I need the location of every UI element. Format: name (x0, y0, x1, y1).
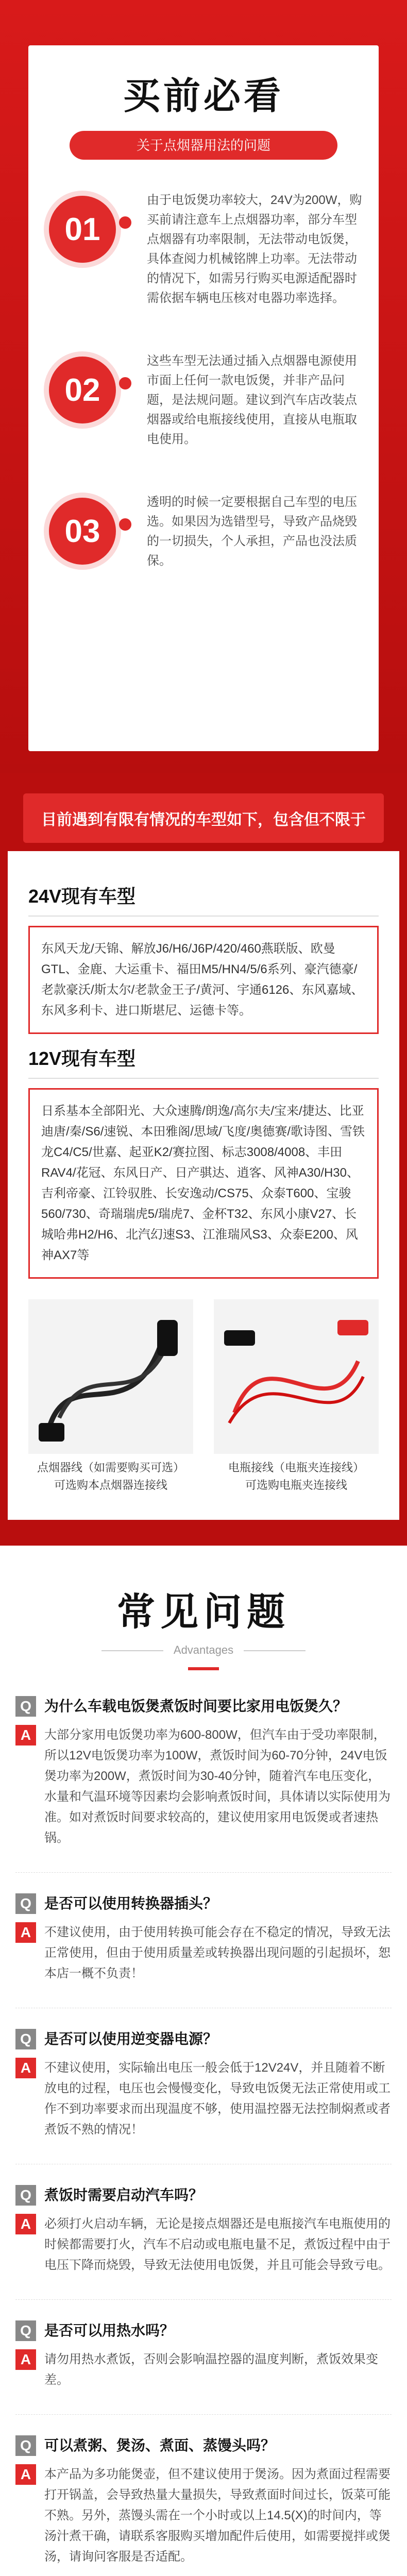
vehicle-body (8, 851, 399, 1520)
answer-icon: A (15, 1725, 36, 1745)
divider (15, 1872, 392, 1873)
answer-icon: A (15, 1922, 36, 1943)
buy-notice-section (0, 0, 407, 773)
tip-text: 由于电饭煲功率较大，24V为200W，购买前请注意车上点烟器功率，部分车型点烟器有功率限制，无法带动电饭煲，具体查阅力机械铭牌上功率。无法带动的情况下，如需另行购买电源适配器时需依据车辆电压核对电器功率选择。 (147, 193, 362, 305)
faq-item (15, 2320, 392, 2391)
v12-list: 日系基本全部阳光、大众速腾/朗逸/高尔夫/宝来/捷达、比亚迪唐/秦/S6/速锐、本田雅阁/思域/飞度/奥德赛/歌诗图、雪铁龙C4/C5/世嘉、起亚K2/赛拉图、标志3008/4008、丰田RAV4/花冠、东风日产、日产骐达、逍客、风神A30/H30、吉利帝豪、江铃驭胜、长安逸动/CS75、众泰T600、宝骏560/730、奇瑞瑞虎5/瑞虎7、金杯T32、东风小康V27、长城哈弗H2/H6、北汽幻速S3、江淮瑞风S3、众泰E200、风神AX7等 (28, 1088, 379, 1279)
faq-answer: 大部分家用电饭煲功率为600-800W，但汽车由于受功率限制，所以12V电饭煲功率为100W，煮饭时间为60-70分钟，24V电饭煲功率为200W，煮饭时间为30-40分钟，随着汽车电压变化，水量和气温环境等因素均会影响煮饭时间，具体请以实际使用为准。如对煮饭时间要求较高的，建议使用家用电饭煲或者速热锅。 (44, 1728, 391, 1845)
faq-item (15, 1696, 392, 1849)
faq-title: 常见问题 (117, 1590, 290, 1633)
section-subtitle: 关于点烟器用法的问题 (70, 131, 337, 160)
divider (15, 2414, 392, 2415)
v24-heading: 24V现有车型 (28, 882, 379, 917)
answer-icon: A (15, 2464, 36, 2485)
faq-answer: 本产品为多功能煲壶，但不建议使用于煲汤。因为煮面过程需要打开锅盖，会导致热量大量损失，导致煮面时间过长，饭菜可能不熟。另外，蒸馒头需在一个小时或以上14.5(X)的时间内，等汤汁煮干确，请联系客服购买增加配件后使用，如需要搅拌或煲汤，请询问客服是否适配。 (44, 2467, 391, 2564)
tip-item (44, 351, 363, 449)
faq-answer: 不建议使用，实际输出电压一般会低于12V24V，并且随着不断放电的过程，电压也会慢慢变化，导致电饭煲无法正常使用或工作不到功率要求而出现温度不够，使用温控器无法控制焖煮或者煮饭不熟的情况！ (44, 2061, 391, 2137)
question-icon: Q (15, 1696, 36, 1717)
answer-icon: A (15, 2058, 36, 2078)
answer-icon: A (15, 2349, 36, 2370)
product-caption: 点烟器线（如需要购买可选） 可选购本点烟器连接线 (37, 1461, 184, 1492)
faq-question: 是否可以使用逆变器电源？ (44, 2031, 218, 2047)
faq-answer: 不建议使用，由于使用转换可能会存在不稳定的情况，导致无法正常使用，但由于使用质量差或转换器出现问题的引起损坏，恕本店一概不负责！ (44, 1925, 391, 1980)
question-icon: Q (15, 2185, 36, 2206)
question-icon: Q (15, 2029, 36, 2049)
cigarette-lighter-cable-image (28, 1299, 193, 1454)
faq-subtitle: Advantages (0, 1643, 407, 1657)
tip-number-badge: 02 (44, 351, 121, 429)
question-icon: Q (15, 2320, 36, 2341)
vehicle-types-section (0, 773, 407, 1546)
faq-section (0, 1546, 407, 2576)
battery-clamp-cable-image (214, 1299, 379, 1454)
tip-number-badge: 01 (44, 191, 121, 268)
tip-item (44, 493, 363, 571)
tip-item (44, 191, 363, 308)
product-card[interactable] (214, 1299, 379, 1494)
faq-item (15, 1893, 392, 1984)
faq-item (15, 2185, 392, 2276)
v24-list: 东风天龙/天锦、解放J6/H6/J6P/420/460燕联版、欧曼GTL、金鹿、大运重卡、福田M5/HN4/5/6系列、豪汽德豪/老款豪沃/斯太尔/老款金王子/黄河、宇通6126、东风嘉域、东风多利卡、进口斯堪尼、运德卡等。 (28, 926, 379, 1034)
faq-item (15, 2029, 392, 2140)
page-title: 买前必看 (123, 76, 284, 117)
faq-question: 是否可以用热水吗？ (44, 2323, 175, 2338)
answer-icon: A (15, 2214, 36, 2234)
v12-heading: 12V现有车型 (28, 1044, 379, 1079)
faq-answer: 请勿用热水煮饭，否则会影响温控器的温度判断，煮饭效果变差。 (44, 2352, 378, 2387)
faq-divider (188, 1667, 219, 1670)
tip-number-badge: 03 (44, 493, 121, 570)
faq-item (15, 2435, 392, 2567)
vehicle-banner: 目前遇到有限有情况的车型如下，包含但不限于 (23, 793, 384, 843)
tip-text: 这些车型无法通过插入点烟器电源使用市面上任何一款电饭煲，并非产品问题，是法规问题。建议到汽车店改装点烟器或给电瓶接线使用，直接从电瓶取电使用。 (147, 354, 357, 446)
product-caption: 电瓶接线（电瓶夹连接线） 可选购电瓶夹连接线 (228, 1461, 364, 1492)
tips-list (44, 191, 363, 571)
question-icon: Q (15, 2435, 36, 2456)
tip-text: 透明的时候一定要根据自己车型的电压选。如果因为选错型号，导致产品烧毁的一切损失，个人承担，产品也没法质保。 (147, 495, 357, 568)
divider (15, 2299, 392, 2300)
accessory-products (28, 1299, 379, 1494)
faq-question: 煮饭时需要启动汽车吗？ (44, 2187, 204, 2203)
faq-answer: 必须打火启动车辆，无论是接点烟器还是电瓶接汽车电瓶使用的时候都需要打火，汽车不启动或电瓶电量不足，煮饭过程中由于电压下降而烧毁，导致无法使用电饭煲，并且可能会导致亏电。 (44, 2217, 391, 2272)
faq-question: 可以煮粥、煲汤、煮面、蒸馒头吗？ (44, 2437, 276, 2453)
product-card[interactable] (28, 1299, 193, 1494)
question-icon: Q (15, 1893, 36, 1914)
faq-question: 是否可以使用转换器插头？ (44, 1895, 218, 1911)
faq-question: 为什么车载电饭煲煮饭时间要比家用电饭煲久？ (44, 1698, 348, 1714)
